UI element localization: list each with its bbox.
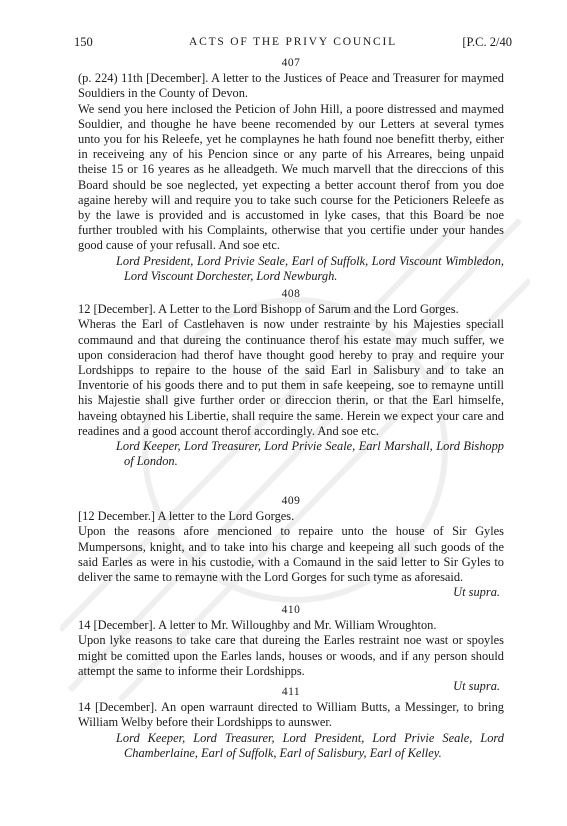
entry-signatories: Lord Keeper, Lord Treasurer, Lord Privie Seale, Earl Marshall, Lord Bishopp of London. xyxy=(116,439,504,469)
entry-signatories: Lord Keeper, Lord Treasurer, Lord President, Lord Privie Seale, Lord Chamberlaine, Earl of Suffolk, Earl of Salisbury, Earl of Kelley. xyxy=(116,730,504,760)
running-title: ACTS OF THE PRIVY COUNCIL xyxy=(189,36,397,48)
entry-heading: (p. 224) 11th [December]. A letter to the Justices of Peace and Treasurer for maymed Souldiers in the County of Devon. xyxy=(78,71,504,101)
page-number: 150 xyxy=(74,35,93,49)
entry-closing: Ut supra. xyxy=(453,585,500,600)
entry-number: 409 xyxy=(281,495,301,507)
entry-number: 411 xyxy=(281,686,301,698)
entry-heading: 12 [December]. A Letter to the Lord Bishopp of Sarum and the Lord Gorges. xyxy=(78,302,459,317)
entry-heading: 14 [December]. An open warraunt directed to William Butts, a Messinger, to bring William Welby before their Lordshipps to aunswer. xyxy=(78,700,504,730)
entry-body: Upon the reasons afore mencioned to repaire unto the house of Sir Gyles Mumpersons, knight, and to take into his charge and keepeing all such goods of the said Earles as were in his custodie, with a Comaund in the said letter to Sir Gyles to deliver the same to remayne with the Lord Gorges for such tyme as aforesaid. xyxy=(78,524,504,585)
entry-closing: Ut supra. xyxy=(453,679,500,694)
entry-number: 408 xyxy=(281,288,301,300)
entry-signatories: Lord President, Lord Privie Seale, Earl of Suffolk, Lord Viscount Wimbledon, Lord Viscount Dorchester, Lord Newburgh. xyxy=(116,253,504,283)
entry-heading: [12 December.] A letter to the Lord Gorges. xyxy=(78,509,295,524)
entry-408 xyxy=(78,287,504,469)
running-header xyxy=(74,35,512,51)
document-reference: [P.C. 2/40 xyxy=(462,35,512,49)
entry-body: Wheras the Earl of Castlehaven is now under restrainte by his Majesties speciall commaund and that dureing the continuance therof his estate may much suffer, we upon consideracion had therof have thought good hereby to pray and require your Lordshipps to repaire to the house of the said Earl in Salisbury and to take an Inventorie of his goods there and to put them in safe keepeing, soe to remayne untill his Majestie shall give further order or direccion therin, or that the Earl himselfe, haveing obtayned his Libertie, shall require the same. Herein we expect your care and readines and a good account therof accordingly. And soe etc. xyxy=(78,317,504,438)
entry-body: We send you here inclosed the Peticion of John Hill, a poore distressed and maymed Souldier, and thoughe he have beene recomended by our Letters at several tymes unto you for his Releefe, yet he complaynes he hath found noe benefitt therby, either in receiveing any of his Pencion since or any parte of his Arreares, being unpaid theise 15 or 16 yeares as he alleadgeth. We much marvell that the direccions of this Board should be soe neglected, yet expecting a better account therof from you doe againe hereby will and require you to take such course for the Peticioners Releefe as by the lawe is provided and is accustomed in lyke cases, that this Board be noe further troubled with his Complaints, otherwise that you certifie under your handes good cause of your refusall. And soe etc. xyxy=(78,101,504,253)
entry-heading: 14 [December]. A letter to Mr. Willoughby and Mr. William Wroughton. xyxy=(78,618,437,633)
entry-number: 410 xyxy=(281,604,301,616)
entry-411 xyxy=(78,685,504,761)
entry-body: Upon lyke reasons to take care that dureing the Earles restraint noe wast or spoyles might be comitted upon the Earles lands, houses or woods, and if any person should attempt the same to informe their Lordshipps. xyxy=(78,633,504,678)
entry-407 xyxy=(78,56,504,284)
entry-410 xyxy=(78,603,504,694)
entry-number: 407 xyxy=(281,57,301,69)
entry-409 xyxy=(78,494,504,600)
